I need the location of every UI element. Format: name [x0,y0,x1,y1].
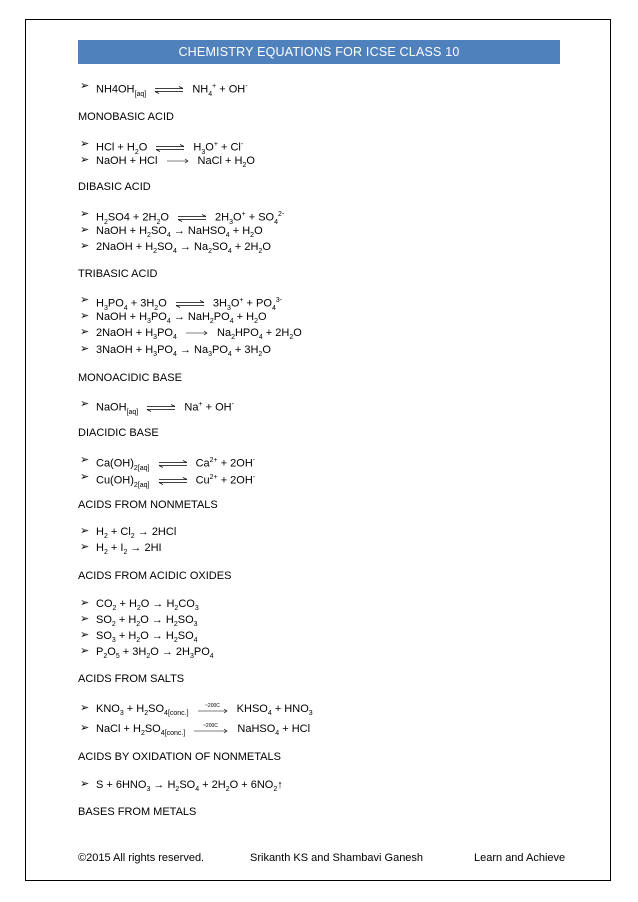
heated-reaction-arrow-icon [192,722,230,736]
equation-h2so4-water: ➢ $H_2SO4 + 2H_2O$ $2H_3O^+ + SO_4^{2-}$ [80,208,285,226]
heading-acids-by-oxidation-of-nonmetals: ACIDS BY OXIDATION OF NONMETALS [78,751,281,763]
equation-naoh-h3po4: ➢ NaOH + $H_3PO_4 \to NaH_2PO_4 + H_2O$ [80,310,267,326]
heading-acids-from-nonmetals: ACIDS FROM NONMETALS [78,499,218,511]
footer-tagline: Learn and Achieve [474,852,566,864]
equation-naoh-dissociation: ➢ NaOH$_{[aq]}$ Na+ + OH- [80,398,234,416]
equation-h2-i2: ➢ $H_2 + I_2 \to 2HI$ [80,541,162,557]
equation-naoh-h2so4-acid-salt: ➢ NaOH + $H_2SO_4$ → NaHSO$_4$ + $H_2O$ [80,224,263,240]
heated-reaction-arrow-icon [196,702,230,716]
footer-copyright: ©2015 All rights reserved. [78,852,205,864]
arrow-bullet-icon: ➢ [80,208,90,220]
equation-naoh-hcl: ➢ NaOH + HCl NaCl + $H_2O$ [80,154,255,170]
heading-dibasic-acid: DIBASIC ACID [78,181,151,193]
equation-caoh2-dissociation: ➢ $Ca(OH)_{2[aq]}$ $Ca^{2+} + 2OH^-$ [80,454,256,472]
arrow-bullet-icon: ➢ [80,80,90,92]
equilibrium-arrow-icon [157,460,189,468]
equation-h2-cl2: ➢ $H_2 + Cl_2 \to 2HCl$ [80,525,177,541]
equation-co2-water: ➢ $CO_2 + H_2O \to H_2CO_3$ [80,597,199,613]
equation-sulfur-hno3: ➢ $S + 6HNO_3 \to H_2SO_4 + 2H_2O$ + $6NO_2↑$ [80,778,283,794]
arrow-bullet-icon: ➢ [80,224,90,236]
equation-kno3-h2so4: ➢ $KNO_3 + H_2SO_{4[conc.]}$ ~200C $KHSO_4 + HNO_3$ [80,702,313,718]
arrow-bullet-icon: ➢ [80,629,90,641]
heading-acids-from-acidic-oxides: ACIDS FROM ACIDIC OXIDES [78,570,232,582]
equilibrium-arrow-icon [154,144,186,152]
heading-tribasic-acid: TRIBASIC ACID [78,268,158,280]
footer-authors: Srikanth KS and Shambavi Ganesh [250,852,424,864]
equation-3naoh-h3po4: ➢ 3NaOH + $H_3PO_4 \to Na_3PO_4 + 3H_2O$ [80,343,271,359]
equilibrium-arrow-icon [174,300,206,308]
equation-cuoh2-dissociation: ➢ $Cu(OH)_{2[aq]}$ $Cu^{2+} + 2OH^-$ [80,471,256,489]
arrow-bullet-icon: ➢ [80,541,90,553]
reaction-condition-label: ~200C [204,703,220,710]
equilibrium-arrow-icon [157,477,189,485]
equilibrium-arrow-icon [176,214,208,222]
reaction-arrow-icon [165,157,191,165]
equation-so2-water: ➢ $SO_2 + H_2O \to H_2SO_3$ [80,613,198,629]
equation-nh4oh: ➢ $NH4OH_{[aq]}$ $NH_4^+ + OH^-$ [80,80,248,98]
arrow-bullet-icon: ➢ [80,154,90,166]
equation-hcl-water: ➢ HCl + $H_2O$ $H_3O^+ + Cl^-$ [80,138,244,156]
arrow-bullet-icon: ➢ [80,778,90,790]
arrow-bullet-icon: ➢ [80,294,90,306]
arrow-bullet-icon: ➢ [80,138,90,150]
equation-p2o5-water: ➢ $P_2O_5 + 3H_2O \to 2H_3PO_4$ [80,645,214,661]
arrow-bullet-icon: ➢ [80,326,90,338]
heading-diacidic-base: DIACIDIC BASE [78,427,159,439]
reaction-arrow-icon [184,329,210,337]
equilibrium-arrow-icon [153,86,185,94]
arrow-bullet-icon: ➢ [80,240,90,252]
heading-acids-from-salts: ACIDS FROM SALTS [78,673,185,685]
page-title-banner [78,40,560,64]
heading-monobasic-acid: MONOBASIC ACID [78,111,174,123]
heading-bases-from-metals: BASES FROM METALS [78,806,197,818]
page-title: CHEMISTRY EQUATIONS FOR ICSE CLASS 10 [178,45,460,59]
reaction-condition-label: ~200C [203,723,219,730]
arrow-bullet-icon: ➢ [80,398,90,410]
equation-2naoh-h3po4: ➢ 2NaOH + $H_3PO_4$ $Na_2HPO_4 + 2H_2O$ [80,326,302,342]
equation-nacl-h2so4: ➢ NaCl + $H_2SO_{4[conc.]}$ ~200C NaHSO$_4$ + HCl [80,722,311,738]
arrow-bullet-icon: ➢ [80,702,90,714]
arrow-bullet-icon: ➢ [80,525,90,537]
arrow-bullet-icon: ➢ [80,454,90,466]
arrow-bullet-icon: ➢ [80,722,90,734]
equation-2naoh-h2so4: ➢ 2NaOH + $H_2SO_4 \to Na_2SO_4 + 2H_2O$ [80,240,271,256]
arrow-bullet-icon: ➢ [80,613,90,625]
arrow-bullet-icon: ➢ [80,645,90,657]
equilibrium-arrow-icon [145,404,177,412]
equation-so3-water: ➢ $SO_3 + H_2O \to H_2SO_4$ [80,629,198,645]
equation-h3po4-water: ➢ $H_3PO_4 + 3H_2O$ $3H_3O^+ + PO_4^{3-}$ [80,294,283,312]
arrow-bullet-icon: ➢ [80,597,90,609]
arrow-bullet-icon: ➢ [80,471,90,483]
arrow-bullet-icon: ➢ [80,343,90,355]
arrow-bullet-icon: ➢ [80,310,90,322]
heading-monoacidic-base: MONOACIDIC BASE [78,372,182,384]
